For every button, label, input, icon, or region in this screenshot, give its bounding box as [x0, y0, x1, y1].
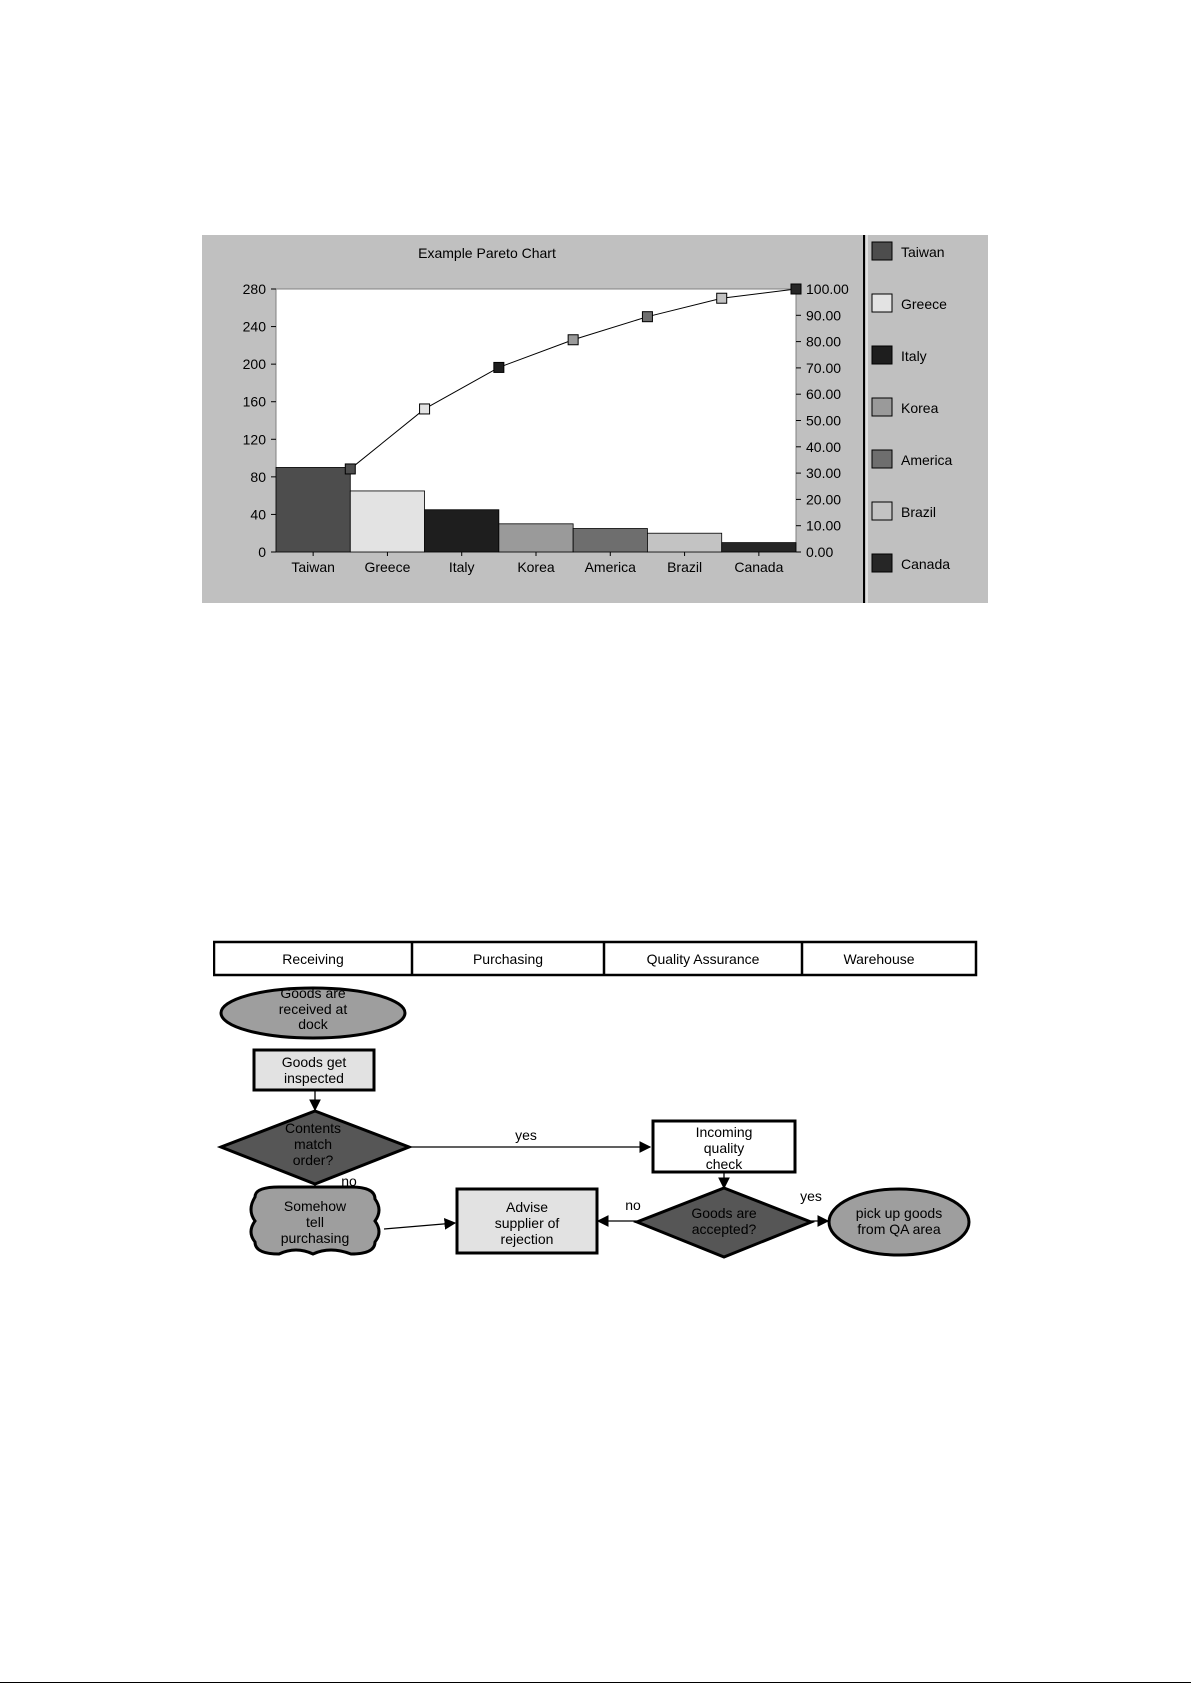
edge-label-no-accepted: no — [625, 1197, 641, 1213]
node-quality-check — [653, 1121, 795, 1172]
node-text-line: accepted? — [691, 1221, 757, 1237]
legend-label: Italy — [901, 348, 927, 364]
node-contents-match-decision — [221, 1111, 409, 1184]
cumulative-point — [791, 284, 801, 294]
y2-tick-label: 10.00 — [806, 517, 842, 534]
cumulative-point — [717, 293, 727, 303]
x-tick-label: Korea — [517, 559, 555, 575]
swimlane-flowchart — [213, 940, 988, 1265]
y2-tick-label: 90.00 — [806, 307, 842, 324]
node-pick-up-goods — [829, 1189, 969, 1255]
x-tick-label: Taiwan — [291, 559, 335, 575]
node-text-line: pick up goods — [855, 1205, 943, 1221]
x-tick-label: Brazil — [667, 559, 703, 575]
bar-canada — [722, 543, 796, 552]
y-tick-label: 0 — [258, 544, 266, 560]
edge-label-yes-accepted: yes — [800, 1188, 822, 1204]
node-text-line: Incoming — [695, 1124, 753, 1140]
edge-label-yes-match: yes — [515, 1127, 537, 1143]
lane-receiving: Receiving — [282, 951, 344, 967]
chart-title: Example Pareto Chart — [418, 245, 556, 261]
node-goods-inspected — [254, 1050, 374, 1090]
lane-header — [214, 942, 976, 975]
node-text-line: inspected — [284, 1070, 344, 1086]
cumulative-point — [345, 464, 355, 474]
y2-tick-label: 20.00 — [806, 491, 842, 508]
node-tell-purchasing — [251, 1187, 379, 1254]
edge-label-no-match: no — [341, 1173, 357, 1189]
node-goods-accepted-decision — [637, 1188, 811, 1257]
node-text-line: received at — [278, 1001, 348, 1017]
node-text-line: Goods are — [691, 1205, 757, 1221]
y-tick-label: 40 — [250, 506, 266, 523]
y2-tick-label: 40.00 — [806, 438, 842, 455]
y2-tick-label: 30.00 — [806, 465, 842, 482]
node-text-line: tell — [306, 1214, 324, 1230]
legend-label: Greece — [901, 296, 947, 312]
node-text-line: Contents — [284, 1120, 342, 1136]
node-advise-supplier — [457, 1189, 597, 1253]
legend-swatch-korea — [872, 398, 892, 416]
node-text-line: check — [705, 1156, 743, 1172]
legend-swatch-canada — [872, 554, 892, 572]
bar-brazil — [647, 533, 721, 552]
y2-tick-label: 100.00 — [806, 281, 849, 297]
lane-warehouse: Warehouse — [843, 951, 915, 967]
y2-tick-label: 60.00 — [806, 386, 842, 403]
bar-korea — [499, 524, 573, 552]
legend-swatch-brazil — [872, 502, 892, 520]
y2-tick-label: 0.00 — [806, 544, 834, 560]
node-text-line: order? — [292, 1152, 334, 1168]
node-text-line: Advise — [505, 1199, 549, 1215]
y-tick-label: 280 — [242, 281, 266, 297]
node-text-line: rejection — [500, 1231, 554, 1247]
legend-label: Taiwan — [901, 244, 945, 260]
node-goods-received — [221, 985, 405, 1038]
node-text-line: purchasing — [280, 1230, 350, 1246]
y-tick-label: 80 — [250, 468, 266, 485]
x-tick-label: Canada — [734, 559, 784, 575]
y-tick-label: 160 — [242, 393, 266, 410]
y2-tick-label: 50.00 — [806, 412, 842, 429]
cumulative-point — [494, 362, 504, 372]
lane-purchasing: Purchasing — [472, 951, 544, 967]
node-text-line: match — [293, 1136, 333, 1152]
legend-label: Brazil — [901, 504, 937, 520]
x-tick-label: Greece — [364, 559, 411, 575]
legend-label: Korea — [901, 400, 939, 416]
legend-swatch-america — [872, 450, 892, 468]
cumulative-point — [642, 312, 652, 322]
x-tick-label: Italy — [448, 559, 475, 575]
y-tick-label: 240 — [242, 318, 266, 335]
cumulative-point — [420, 404, 430, 414]
pareto-chart — [202, 235, 988, 603]
node-text-line: from QA area — [857, 1221, 941, 1237]
bar-italy — [425, 510, 499, 552]
legend-swatch-taiwan — [872, 242, 892, 260]
node-text-line: dock — [298, 1016, 328, 1032]
node-text-line: Goods are — [280, 985, 346, 1001]
x-tick-label: America — [584, 559, 636, 575]
y2-tick-label: 80.00 — [806, 333, 842, 350]
legend-swatch-italy — [872, 346, 892, 364]
node-text-line: quality — [703, 1140, 745, 1156]
bar-greece — [350, 491, 424, 552]
legend-swatch-greece — [872, 294, 892, 312]
node-text-line: Somehow — [283, 1198, 347, 1214]
node-text-line: supplier of — [494, 1215, 560, 1231]
y-tick-label: 120 — [242, 431, 266, 448]
page-bottom-rule — [0, 1682, 1191, 1683]
legend-label: Canada — [901, 556, 951, 572]
bar-taiwan — [276, 467, 350, 552]
y-tick-label: 200 — [242, 356, 266, 373]
node-text-line: Goods get — [281, 1054, 347, 1070]
cumulative-point — [568, 335, 578, 345]
bar-america — [573, 529, 647, 552]
y2-tick-label: 70.00 — [806, 359, 842, 376]
legend-label: America — [901, 452, 953, 468]
lane-quality-assurance: Quality Assurance — [646, 951, 760, 967]
